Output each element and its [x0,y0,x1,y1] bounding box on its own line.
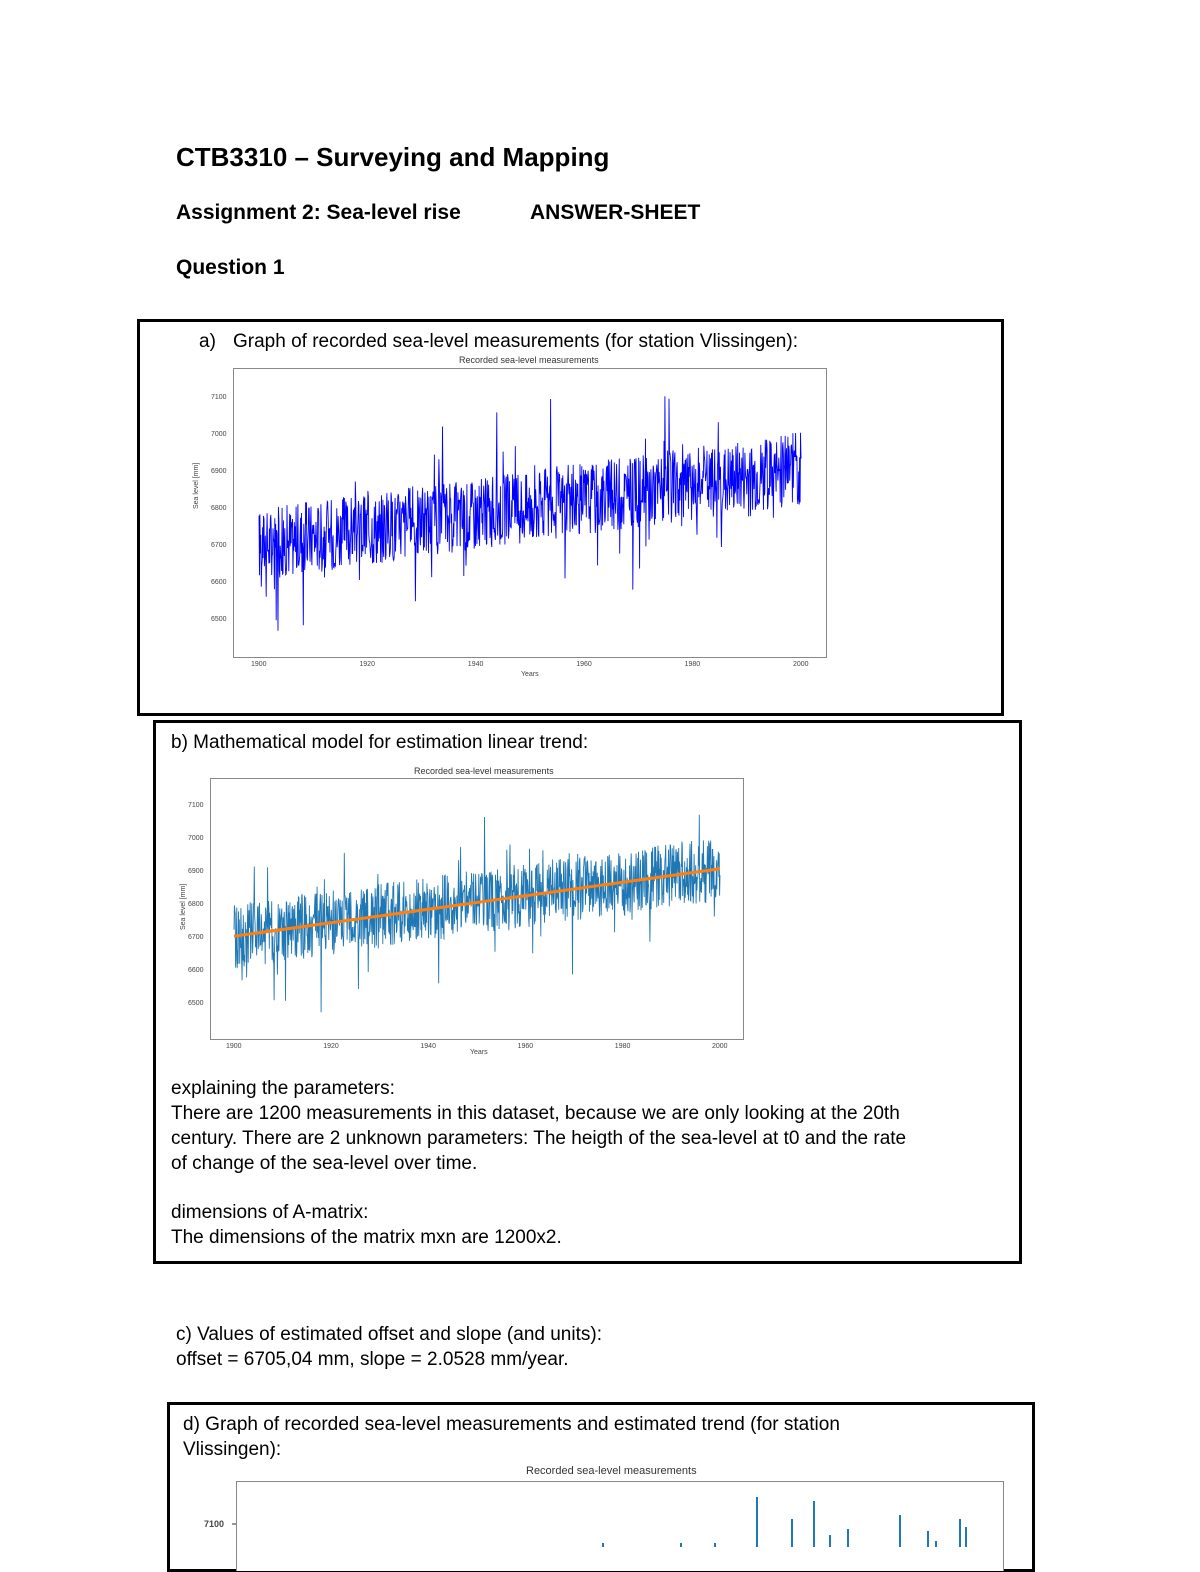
chart-y-tick: 6900 [211,468,227,476]
chart-a-svg [233,368,827,658]
chart-x-tick: 1960 [576,661,592,668]
chart-x-tick: 2000 [712,1043,728,1050]
chart-b [176,765,756,1060]
document-title: CTB3310 – Surveying and Mapping [176,142,610,172]
chart-b-ylabel: Sea level [mm] [180,883,187,930]
chart-y-tick: 6600 [211,578,227,586]
chart-y-tick: 7000 [211,431,227,439]
chart-x-tick: 1920 [323,1043,339,1050]
section-b-label: b) Mathematical model for estimation linear trend: [171,732,589,753]
chart-b-xlabel: Years [470,1049,488,1056]
chart-x-tick: 1900 [226,1043,242,1050]
chart-a-xlabel: Years [521,671,539,678]
chart-x-tick: 1940 [420,1043,436,1050]
chart-y-tick: 6600 [188,966,204,974]
chart-a-title: Recorded sea-level measurements [459,355,599,365]
section-a-label: Graph of recorded sea-level measurements (for station Vlissingen): [233,331,798,352]
dims-heading: dimensions of A-matrix: [171,1202,369,1223]
chart-y-tick: 6900 [188,868,204,876]
section-c-label: c) Values of estimated offset and slope (and units): [176,1324,602,1345]
section-c-values: offset = 6705,04 mm, slope = 2.0528 mm/year. [176,1349,569,1370]
assignment-title: Assignment 2: Sea-level rise [176,201,461,224]
chart-d [196,1463,1011,1553]
question-heading: Question 1 [176,256,285,279]
dims-text: The dimensions of the matrix mxn are 1200x2. [171,1227,562,1248]
chart-x-tick: 1980 [614,1043,631,1050]
chart-x-tick: 1920 [359,661,375,668]
answer-sheet-label: ANSWER-SHEET [530,201,701,224]
chart-x-tick: 1900 [251,661,267,668]
section-d-label-line-1: d) Graph of recorded sea-level measurements and estimated trend (for station [183,1414,840,1435]
chart-b-title: Recorded sea-level measurements [414,766,554,776]
chart-y-tick: 7100 [188,802,204,810]
chart-x-tick: 1960 [517,1043,534,1050]
section-a-marker: a) [199,331,216,352]
explaining-line-3: of change of the sea-level over time. [171,1153,478,1174]
chart-y-tick: 6700 [211,541,227,549]
chart-y-tick: 6500 [211,615,227,623]
explaining-heading: explaining the parameters: [171,1078,395,1099]
chart-y-tick: 7000 [188,835,204,843]
chart-d-ytick: 7100 [204,1519,225,1529]
chart-b-svg [210,778,744,1040]
sea-level-series-line [259,396,801,630]
chart-y-tick: 6800 [188,901,204,908]
explaining-line-2: century. There are 2 unknown parameters: The heigth of the sea-level at t0 and the rate [171,1128,907,1149]
chart-y-tick: 6800 [211,505,227,512]
chart-x-tick: 2000 [793,661,809,668]
chart-a-ylabel: Sea level [mm] [193,462,200,509]
sea-level-series-line [234,815,720,1013]
chart-y-tick: 6700 [188,933,204,941]
chart-x-tick: 1940 [467,661,484,668]
explaining-line-1: There are 1200 measurements in this dataset, because we are only looking at the 20th [171,1103,900,1124]
chart-d-title: Recorded sea-level measurements [526,1465,697,1477]
chart-x-tick: 1980 [684,661,701,668]
section-d-label-line-2: Vlissingen): [183,1439,282,1460]
chart-a [195,354,835,684]
chart-d-svg [236,1481,1004,1553]
chart-y-tick: 6500 [188,999,204,1007]
chart-y-tick: 7100 [211,394,227,402]
